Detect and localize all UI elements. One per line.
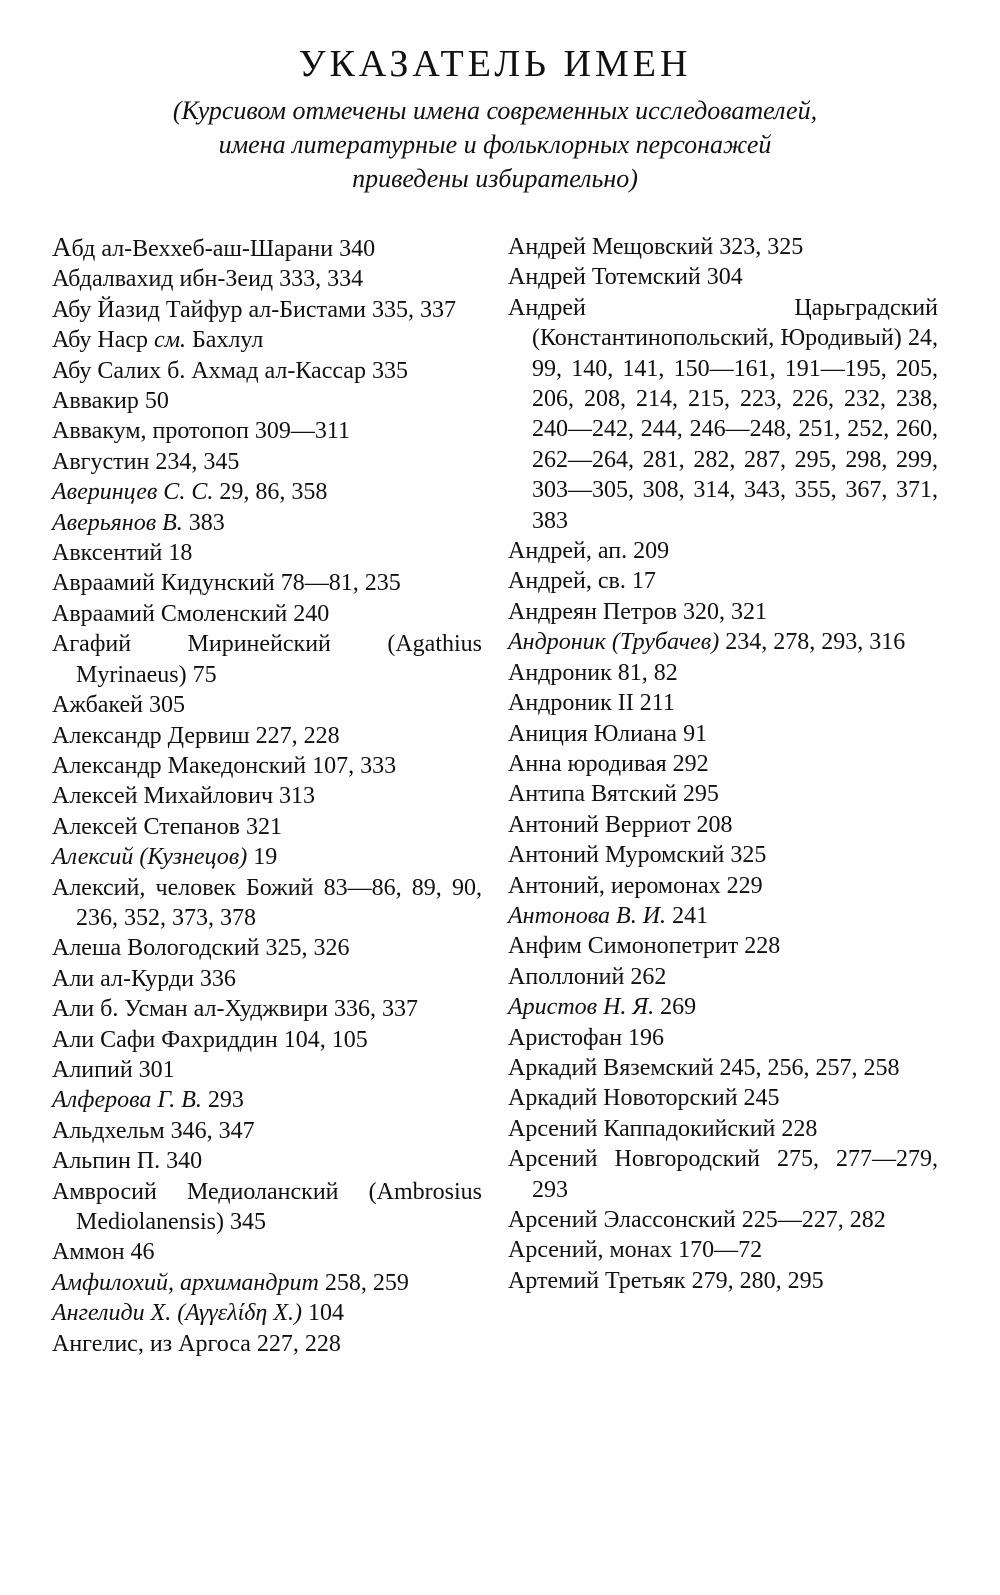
index-entry: [52, 325, 482, 355]
index-entry: [508, 597, 938, 627]
index-entry: [52, 1116, 482, 1146]
index-entry: [52, 1025, 482, 1055]
index-entry: [52, 751, 482, 781]
index-entry-text: Антоний Муромский 325: [508, 842, 767, 869]
subtitle-line: приведены избирательно): [352, 164, 638, 193]
index-entry-text: Антипа Вятский 295: [508, 781, 719, 808]
index-entry-text: Аввакум, протопоп 309—311: [52, 418, 351, 445]
index-entry-text: Антоний Верриот 208: [508, 811, 733, 838]
index-entry: [508, 566, 938, 596]
index-entry-text: Андроник (Трубачев): [508, 629, 720, 656]
index-entry-text: Анна юродивая 292: [508, 750, 709, 777]
index-entry-text: 241: [666, 902, 709, 929]
index-entry: [508, 1235, 938, 1265]
index-entry: [52, 386, 482, 416]
index-entry-text: 19: [247, 844, 278, 871]
index-entry-text: Абдалвахид ибн-Зеид 333, 334: [52, 266, 364, 293]
index-entry: [508, 931, 938, 961]
index-entry-text: Бахлул: [186, 327, 264, 354]
index-entry-text: Алеша Вологодский 325, 326: [52, 935, 350, 962]
index-entry-text: Алексей Степанов 321: [52, 813, 282, 840]
index-entry: [508, 901, 938, 931]
index-entry-text: Алипий 301: [52, 1056, 175, 1083]
index-entry: [508, 536, 938, 566]
index-entry-text: Аввакир 50: [52, 388, 169, 415]
index-entry-text: Андроник II 211: [508, 690, 675, 717]
index-entry-text: 293: [201, 1087, 244, 1114]
index-entry-text: Альдхельм 346, 347: [52, 1117, 255, 1144]
index-entry-text: Аверинцев С. С.: [52, 479, 214, 506]
index-entry-text: Арсений, монах 170—72: [508, 1237, 763, 1264]
index-entry: [508, 1266, 938, 1296]
index-entry-text: Арсений Новгородский 275, 277—279, 293: [508, 1146, 938, 1203]
index-entry: [508, 719, 938, 749]
index-entry-text: Авраамий Смоленский 240: [52, 600, 330, 627]
index-entry: [508, 840, 938, 870]
index-entry-text: Августин 234, 345: [52, 448, 240, 475]
index-entry-text: Анфим Симонопетрит 228: [508, 933, 781, 960]
index-entry-text: 269: [654, 994, 697, 1021]
index-entry: [508, 992, 938, 1022]
index-entry-text: Агафий Миринейский (Agathius Myrinaeus) 75: [52, 631, 482, 688]
index-entry-text: Авраамий Кидунский 78—81, 235: [52, 570, 401, 597]
index-entry: [52, 416, 482, 446]
index-entry-text: Арсений Каппадокийский 228: [508, 1115, 818, 1142]
index-entry: [52, 477, 482, 507]
index-entry: [52, 1237, 482, 1267]
subtitle-line: имена литературные и фольклорных персонажей: [218, 130, 772, 159]
index-entry-text: бд ал-Веххеб-аш-Шарани 340: [71, 236, 376, 262]
index-entry-text: Аниция Юлиана 91: [508, 720, 708, 747]
index-entry-text: см.: [154, 327, 187, 354]
index-entry-text: Абу Наср: [52, 327, 155, 354]
index-entry-text: Алексий, человек Божий 83—86, 89, 90, 236, 352, 373, 378: [52, 874, 482, 931]
index-entry-text: 234, 278, 293, 316: [719, 629, 906, 656]
index-entry: [52, 1268, 482, 1298]
index-entry: [52, 568, 482, 598]
index-entry: [508, 1144, 938, 1205]
index-entry-text: 29, 86, 358: [213, 479, 328, 506]
index-entry: [52, 1085, 482, 1115]
index-entry: [52, 599, 482, 629]
index-entry-text: Амфилохий, архимандрит: [52, 1269, 319, 1296]
index-entry-text: Али Сафи Фахриддин 104, 105: [52, 1026, 368, 1053]
index-entry: [52, 812, 482, 842]
index-entry: [508, 262, 938, 292]
index-entry-text: Аркадий Вяземский 245, 256, 257, 258: [508, 1054, 900, 1081]
index-entry-text: Аммон 46: [52, 1239, 155, 1266]
index-columns: [52, 232, 938, 1359]
index-entry: [508, 1023, 938, 1053]
index-entry: [52, 1298, 482, 1328]
index-entry: [52, 1055, 482, 1085]
index-entry: [508, 1053, 938, 1083]
index-entry-text: Андрей Мещовский 323, 325: [508, 234, 804, 260]
page-subtitle: [52, 94, 938, 196]
index-entry: [508, 1114, 938, 1144]
index-entry-text: 104: [301, 1300, 344, 1327]
index-entry: [508, 658, 938, 688]
index-entry-text: Али ал-Курди 336: [52, 965, 236, 992]
index-entry-text: Ангелис, из Аргоса 227, 228: [52, 1330, 341, 1357]
index-entry: [52, 264, 482, 294]
index-entry-text: Аполлоний 262: [508, 963, 667, 990]
index-entry-text: Абу Салих б. Ахмад ал-Кассар 335: [52, 357, 408, 384]
index-entry-text: Александр Дервиш 227, 228: [52, 722, 340, 749]
index-entry-text: Али б. Усман ал-Худжвири 336, 337: [52, 996, 418, 1023]
index-entry-text: Артемий Третьяк 279, 280, 295: [508, 1267, 824, 1294]
index-entry: [508, 962, 938, 992]
index-entry: [52, 508, 482, 538]
index-entry-text: Аристофан 196: [508, 1024, 665, 1051]
index-entry: [52, 447, 482, 477]
index-entry: [52, 538, 482, 568]
index-entry: [52, 842, 482, 872]
index-entry: [52, 295, 482, 325]
index-entry: [508, 627, 938, 657]
subtitle-line: (Курсивом отмечены имена современных исследователей,: [172, 96, 818, 125]
index-entry: [52, 994, 482, 1024]
index-column-left: [52, 232, 482, 1359]
index-entry-text: Андроник 81, 82: [508, 659, 678, 686]
index-entry: [52, 1329, 482, 1359]
index-entry: [508, 871, 938, 901]
index-entry-text: Алферова Г. В.: [52, 1087, 202, 1114]
index-entry-text: Ажбакей 305: [52, 692, 186, 719]
index-entry-text: Арсений Элассонский 225—227, 282: [508, 1207, 886, 1233]
index-entry: [52, 690, 482, 720]
index-entry: [508, 1205, 938, 1235]
index-entry-text: Антоний, иеромонах 229: [508, 872, 763, 899]
index-entry-text: Андреян Петров 320, 321: [508, 598, 768, 625]
index-entry: [52, 1146, 482, 1176]
index-entry: [52, 629, 482, 690]
index-entry-text: Абу Йазид Тайфур ал-Бистами 335, 337: [52, 296, 457, 323]
index-entry: [52, 933, 482, 963]
index-entry-text: Александр Македонский 107, 333: [52, 752, 397, 779]
index-entry: [52, 873, 482, 934]
index-entry: [508, 1083, 938, 1113]
page-title: УКАЗАТЕЛЬ ИМЕН: [298, 43, 692, 85]
index-entry-text: 258, 259: [318, 1269, 409, 1296]
index-entry-text: Андрей Царьградский (Константинопольский, Юродивый) 24, 99, 140, 141, 150—161, 191—195, 205, 206, 208, 214, 215, 223, 226, 232, 238, 240—242, 244, 246—248, 251, 252, 260, 262—264, 281, 282, 287, 295, 298, 299, 303—305, 308, 314, 343, 355, 367, 371, 383: [508, 294, 938, 534]
index-entry: [508, 688, 938, 718]
index-entry-text: Аркадий Новоторский 245: [508, 1085, 780, 1112]
index-entry-text: Амвросий Медиоланский (Ambrosius Mediolanensis) 345: [52, 1178, 482, 1235]
index-entry: [52, 721, 482, 751]
index-entry: [52, 964, 482, 994]
index-entry: [52, 781, 482, 811]
index-entry: [508, 810, 938, 840]
index-entry-text: Альпин П. 340: [52, 1148, 203, 1175]
index-column-right: [508, 232, 938, 1359]
index-entry-text: Алексий (Кузнецов): [52, 844, 248, 871]
index-entry: [52, 1177, 482, 1238]
index-entry-text: Авксентий 18: [52, 540, 193, 567]
index-entry-text: Андрей, св. 17: [508, 568, 656, 595]
index-entry-text: Алексей Михайлович 313: [52, 783, 316, 810]
index-entry-text: А: [52, 232, 72, 262]
index-entry: [508, 232, 938, 262]
index-entry: [508, 779, 938, 809]
index-entry-text: Антонова В. И.: [508, 902, 667, 929]
index-entry-text: Аверьянов В.: [52, 509, 183, 536]
index-entry-text: 383: [182, 509, 225, 536]
index-entry: [508, 293, 938, 536]
index-entry: [52, 232, 482, 264]
index-entry: [508, 749, 938, 779]
index-entry: [52, 356, 482, 386]
index-entry-text: Аристов Н. Я.: [508, 994, 655, 1021]
index-entry-text: Андрей, ап. 209: [508, 538, 670, 565]
index-entry-text: Ангелиди Х. (Αγγελίδη Χ.): [52, 1300, 302, 1327]
index-entry-text: Андрей Тотемский 304: [508, 264, 743, 291]
